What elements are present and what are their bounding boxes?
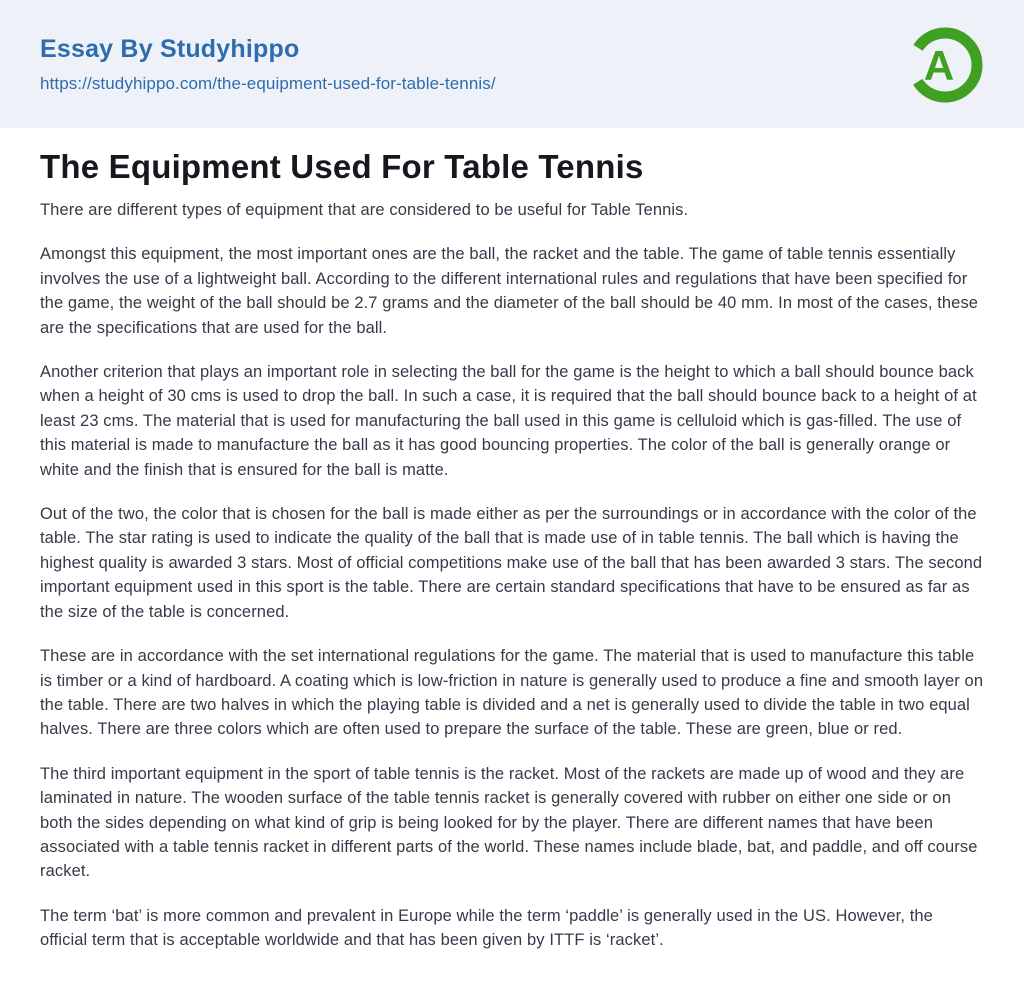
studyhippo-logo-icon	[906, 26, 984, 104]
essay-paragraph: Another criterion that plays an important role in selecting the ball for the game is the height to which a ball should bounce back when a height of 30 cms is used to drop the ball. In such a case, it is required that the ball should bounce back to a height of at least 23 cms. The material that is used for manufacturing the ball used in this game is celluloid which is gas-filled. The use of this material is made to manufacture the ball as it has good bouncing properties. The color of the ball is generally orange or white and the finish that is ensured for the ball is matte.	[40, 363, 977, 479]
essay-paragraph: Out of the two, the color that is chosen for the ball is made either as per the surroundings or in accordance with the color of the table. The star rating is used to indicate the quality of the ball that is made use of in table tennis. The ball which is having the highest quality is awarded 3 stars. Most of official competitions make use of the ball that has been awarded 3 stars. The second important equipment used in this sport is the table. There are certain standard specifications that have to be ensured as far as the size of the table is concerned.	[40, 505, 983, 621]
page-header	[0, 0, 1024, 128]
essay-title: The Equipment Used For Table Tennis	[40, 148, 644, 185]
essay-url-link[interactable]: https://studyhippo.com/the-equipment-used-for-table-tennis/	[40, 73, 496, 93]
essay-paragraph: The third important equipment in the sport of table tennis is the racket. Most of the rackets are made up of wood and they are laminated in nature. The wooden surface of the table tennis racket is generally covered with rubber on either one side or on both the sides depending on what kind of grip is being looked for by the player. There are different names that have been associated with a table tennis racket in different parts of the world. These names include blade, bat, and paddle, and off course racket.	[40, 764, 978, 881]
brand-title: Essay By Studyhippo	[40, 34, 300, 63]
header-text-block	[40, 35, 496, 94]
essay-paragraph: Amongst this equipment, the most important ones are the ball, the racket and the table. The game of table tennis essentially involves the use of a lightweight ball. According to the different international rules and regulations that have been specified for the game, the weight of the ball should be 2.7 grams and the diameter of the ball should be 40 mm. In most of the cases, these are the specifications that are used for the ball.	[40, 245, 979, 337]
logo-letter: A	[923, 42, 955, 89]
essay-paragraph: The term ‘bat’ is more common and prevalent in Europe while the term ‘paddle’ is generally used in the US. However, the official term that is acceptable worldwide and that has been given by ITTF is ‘racket’.	[40, 906, 933, 950]
essay-paragraph: These are in accordance with the set international regulations for the game. The material that is used to manufacture this table is timber or a kind of hardboard. A coating which is low-friction in nature is generally used to produce a fine and smooth layer on the table. There are two halves in which the playing table is divided and a net is generally used to divide the table in two equal halves. There are three colors which are often used to prepare the surface of the table. These are green, blue or red.	[40, 647, 984, 739]
essay-article	[0, 148, 1024, 1003]
essay-paragraph: There are different types of equipment that are considered to be useful for Table Tennis.	[40, 201, 689, 219]
